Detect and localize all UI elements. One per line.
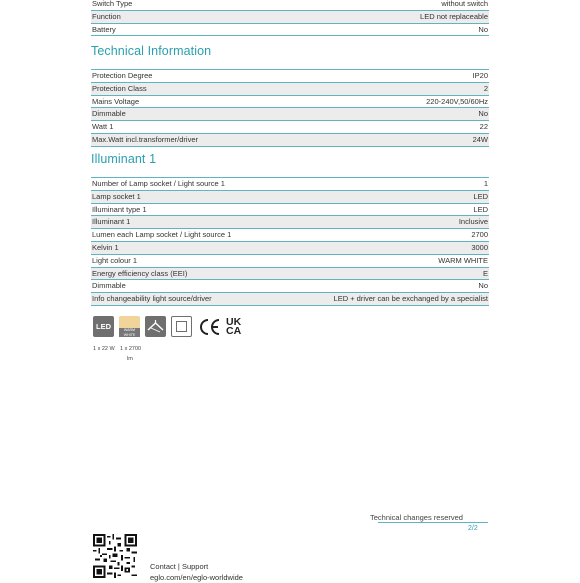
table-row <box>91 242 489 255</box>
table-row <box>91 70 489 83</box>
row-label: Protection Degree <box>92 71 153 80</box>
table-row <box>91 229 489 242</box>
warm-white-icon <box>119 316 140 337</box>
row-label: Energy efficiency class (EEI) <box>92 268 188 278</box>
table-row <box>91 293 489 306</box>
row-value: No <box>478 24 488 34</box>
table-row <box>91 11 489 24</box>
row-value: 2 <box>483 83 488 93</box>
row-value: 24W <box>472 134 488 144</box>
table-row <box>91 178 489 191</box>
website-link[interactable]: eglo.com/en/eglo-worldwide <box>150 573 243 582</box>
table-row <box>91 121 489 134</box>
row-value: 220-240V,50/60Hz <box>426 96 488 106</box>
table-row <box>91 191 489 204</box>
warm-white-label: WARM WHITE <box>119 328 140 337</box>
row-label: Illuminant 1 <box>92 217 131 227</box>
certification-icons <box>93 316 241 337</box>
table-row <box>91 108 489 121</box>
row-value: LED not replaceable <box>420 11 488 21</box>
row-label: Illuminant type 1 <box>92 204 147 214</box>
page-number: 2/2 <box>468 525 478 532</box>
row-value: Inclusive <box>458 217 488 227</box>
ukca-mark-icon <box>226 315 242 337</box>
caption-lumen-unit: lm <box>127 356 133 362</box>
row-value: No <box>478 281 488 291</box>
ce-mark-icon <box>199 318 221 336</box>
technical-table <box>91 69 489 147</box>
qr-code[interactable] <box>93 534 137 578</box>
light-beam-icon <box>145 316 166 337</box>
row-value: WARM WHITE <box>438 255 488 265</box>
row-label: Protection Class <box>92 83 147 93</box>
contact-support-link[interactable]: Contact | Support <box>150 562 209 571</box>
row-label: Light colour 1 <box>92 255 138 265</box>
row-label: Function <box>92 11 121 21</box>
section-title-technical: Technical Information <box>91 44 212 58</box>
ukca-top: UK <box>226 315 242 328</box>
row-value: LED <box>473 191 488 201</box>
row-value: without switch <box>441 0 488 8</box>
table-row <box>91 83 489 96</box>
row-label: Dimmable <box>92 109 126 119</box>
row-label: Lamp socket 1 <box>92 191 141 201</box>
row-value: LED + driver can be exchanged by a specialist <box>333 294 488 304</box>
row-value: 3000 <box>471 242 488 252</box>
row-label: Max.Watt incl.transformer/driver <box>92 134 198 144</box>
caption-lumen: 1 x 2700 <box>120 346 142 352</box>
row-label: Mains Voltage <box>92 96 140 106</box>
row-label: Battery <box>92 24 116 34</box>
led-icon-label: LED <box>96 322 111 331</box>
row-label: Dimmable <box>92 281 126 291</box>
section-title-illuminant: Illuminant 1 <box>91 152 157 166</box>
footer-divider <box>378 522 488 523</box>
row-label: Kelvin 1 <box>92 242 119 252</box>
illuminant-table <box>91 177 489 306</box>
table-row <box>91 96 489 109</box>
table-row <box>91 216 489 229</box>
row-label: Number of Lamp socket / Light source 1 <box>92 179 225 188</box>
row-label: Watt 1 <box>92 122 114 132</box>
table-row <box>91 280 489 293</box>
row-value: LED <box>473 204 488 214</box>
row-label: Lumen each Lamp socket / Light source 1 <box>92 230 232 240</box>
table-row <box>91 0 489 11</box>
row-value: IP20 <box>472 71 488 80</box>
row-value: 2700 <box>471 230 488 240</box>
row-value: 1 <box>483 179 488 188</box>
caption-watt: 1 x 22 W <box>93 346 115 352</box>
led-icon <box>93 316 114 337</box>
row-value: E <box>482 268 488 278</box>
table-row <box>91 24 489 37</box>
protection-class-2-icon <box>171 316 192 337</box>
general-table <box>91 0 489 36</box>
table-row <box>91 134 489 147</box>
row-label: Info changeability light source/driver <box>92 294 212 304</box>
technical-changes-note: Technical changes reserved <box>370 513 463 522</box>
row-value: No <box>478 109 488 119</box>
table-row <box>91 204 489 217</box>
row-value: 22 <box>479 122 488 132</box>
table-row <box>91 268 489 281</box>
ukca-bottom: CA <box>226 324 242 337</box>
row-label: Switch Type <box>92 0 133 8</box>
table-row <box>91 255 489 268</box>
